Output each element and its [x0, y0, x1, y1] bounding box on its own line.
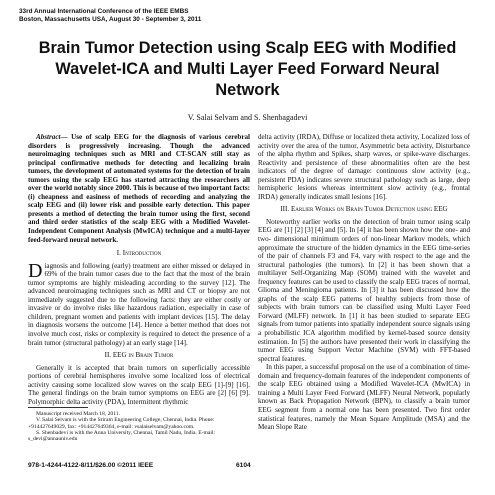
- conference-header: [19, 8, 201, 23]
- paper-authors: V. Salai Selvam and S. Shenbagadevi: [187, 113, 308, 122]
- footnote-author2: S. Shenbadevi is with the Anna University, Chennai, Tamil Nadu, India. E-mail: s_devi@annauniv.edu: [28, 429, 216, 443]
- eeg-paragraph: Generally it is accepted that brain tumors on superficially accessible portions of cerebral hemispheres involve some localized loss of electrical activity causing some localized slow waves on the scalp EEG [1]-[9] [16]. The general findings on the brain tumor symptoms on EEG are [2] [6] [9]. Polymorphic delta activity (PDA), Intermittent rhythmic: [28, 363, 250, 406]
- eeg-continued-paragraph: delta activity (IRDA), Diffuse or localized theta activity, Localized loss of activity over the area of the tumor, Asymmetric beta activity, Disturbance of the alpha rhythm and Spikes, sharp waves, or spike-wave discharges. Reactivity and persistence of these abnormalities often are the best indicators of the degree of damage: continuous slow activity (e.g., persistent PDA) indicates severe structural pathology such as large, deep hemispheric lesions whereas intermittent slow activity (e.g., frontal IRDA) generally indicates small lesions [16].: [258, 133, 470, 201]
- abstract-label: Abstract: [36, 133, 61, 141]
- earlier-works-paragraph-2: In this paper, a successful proposal on the use of a combination of time-domain and frequency-domain features of the independent components of the scalp EEG obtained using a Modified Wavelet-ICA (MwICA) in training a Multi Layer Feed Forward (MLFF) Neural Network, popularly known as Back Propagation Network (BPN), to classify a brain tumor EEG segment from a normal one has been presented. Two first order statistical features, namely the Mean Square Amplitude (MSA) and the Mean Slope Rate: [258, 363, 470, 432]
- paper-title: Brain Tumor Detection using Scalp EEG with Modified Wavelet-ICA and Multi Layer Feed Forward Neural Network: [38, 39, 457, 99]
- footnote-rule: [28, 407, 88, 408]
- footnote-received: Manuscript received March 18, 2011.: [36, 411, 120, 417]
- page-number: 6104: [236, 462, 251, 469]
- footnote: [28, 407, 250, 442]
- drop-cap: D: [28, 259, 43, 282]
- introduction-text: iagnosis and following (early) treatment are either missed or delayed in 69% of the brain tumor cases due to the fact that the most of the brain tumor symptoms are highly misleading according to the survey [12]. The advanced neuroimaging techniques such as MRI and CT or biopsy are not immediately suggested due to the following facts: they are either costly or invasive or do involve risks like hazardous radiation, especially in case of children, pregnant women and patients with implant devices [15]. The delay in diagnosis worsens the outcome [14]. Hence a better method that does not involve much cost, risks or complexity is required to detect the presence of a brain tumor (structural pathology) at an early stage [14].: [28, 261, 250, 347]
- section-heading-introduction: I. Introduction: [116, 249, 162, 258]
- earlier-works-paragraph-1: Noteworthy earlier works on the detection of brain tumor using scalp EEG are [1] [2] [3] [4] and [5]. In [4] it has been shown how the one- and two- dimensional minimum orders of non-linear Markov models, which approximate the structure of the hidden dynamics in the EEG time-series of the pair of channels F3 and F4, vary with respect to the age and the structural pathologies (the tumors). In [2] it has been shown that a multilayer Self-Organizing Map (SOM) trained with the wavelet and frequency features can be used to classify the scalp EEG traces of normal, Glioma and Meningioma patients. In [3] it has been discussed how the graphs of the scalp EEG patterns of healthy subjects from those of subjects with brain tumors can be classified using Multi Layer Feed Forward (MLFF) network. In [1] it has been studied to separate EEG signals from tumor patients into spatially independent source signals using a probabilistic ICA algorithm modified by kernel-based source density estimation. In [5] the authors have presented their work in classifying the tumor EEG using Support Vector Machine (SVM) with FFT-based spectral features.: [258, 217, 470, 363]
- conference-location: Boston, Massachusetts USA, August 30 - September 3, 2011: [19, 15, 202, 23]
- abstract: Abstract— Use of scalp EEG for the diagnosis of various cerebral disorders is progressively increasing. Though the advanced neuroimaging techniques such as MRI and CT-SCAN still stay as principal confirmative methods for detecting and localizing brain tumors, the development of automated systems for the detection of brain tumors using the scalp EEG has started attracting the researchers all over the world notably since 2000. This is because of two important facts: (i) cheapness and easiness of methods of recording and analyzing the scalp EEG and (ii) lower risk and possible early detection. This paper presents a method of detecting the brain tumor using the first, second and third order statistics of the scalp EEG with a Modified Wavelet-Independent Component Analysis (MwICA) technique and a multi-layer feed-forward neural network.: [28, 133, 250, 244]
- footnote-author1: V. Salai Selvam is with the Sriram Engineering College, Chennai, India. Phone: +914427649029, fax: +914427649364, e-mail: vsalaiselvam@yahoo.com.: [28, 417, 215, 430]
- right-column: [258, 133, 470, 479]
- footer-isbn: 978-1-4244-4122-8/11/$26.00 ©2011 IEEE: [28, 462, 154, 469]
- conference-name: 33rd Annual International Conference of the IEEE EMBS: [19, 8, 189, 15]
- abstract-text: Use of scalp EEG for the diagnosis of various cerebral disorders is progressively increasing. Though the advanced neuroimaging techniques such as MRI and CT-SCAN still stay as principal confirmative methods for detecting and localizing brain tumors, the development of automated systems for the detection of brain tumors using the scalp EEG has started attracting the researchers all over the world notably since 2000. This is because of two important facts: (i) cheapness and easiness of methods of recording and analyzing the scalp EEG and (ii) lower risk and possible early detection. This paper presents a method of detecting the brain tumor using the first, second and third order statistics of the scalp EEG with a Modified Wavelet-Independent Component Analysis (MwICA) technique and a multi-layer feed-forward neural network.: [28, 133, 250, 244]
- introduction-paragraph: [28, 259, 250, 347]
- section-heading-eeg: II. EEG in Brain Tumor: [104, 351, 174, 360]
- section-heading-earlier-works: III. Earlier Works on Brain Tumor Detection using EEG: [280, 205, 448, 214]
